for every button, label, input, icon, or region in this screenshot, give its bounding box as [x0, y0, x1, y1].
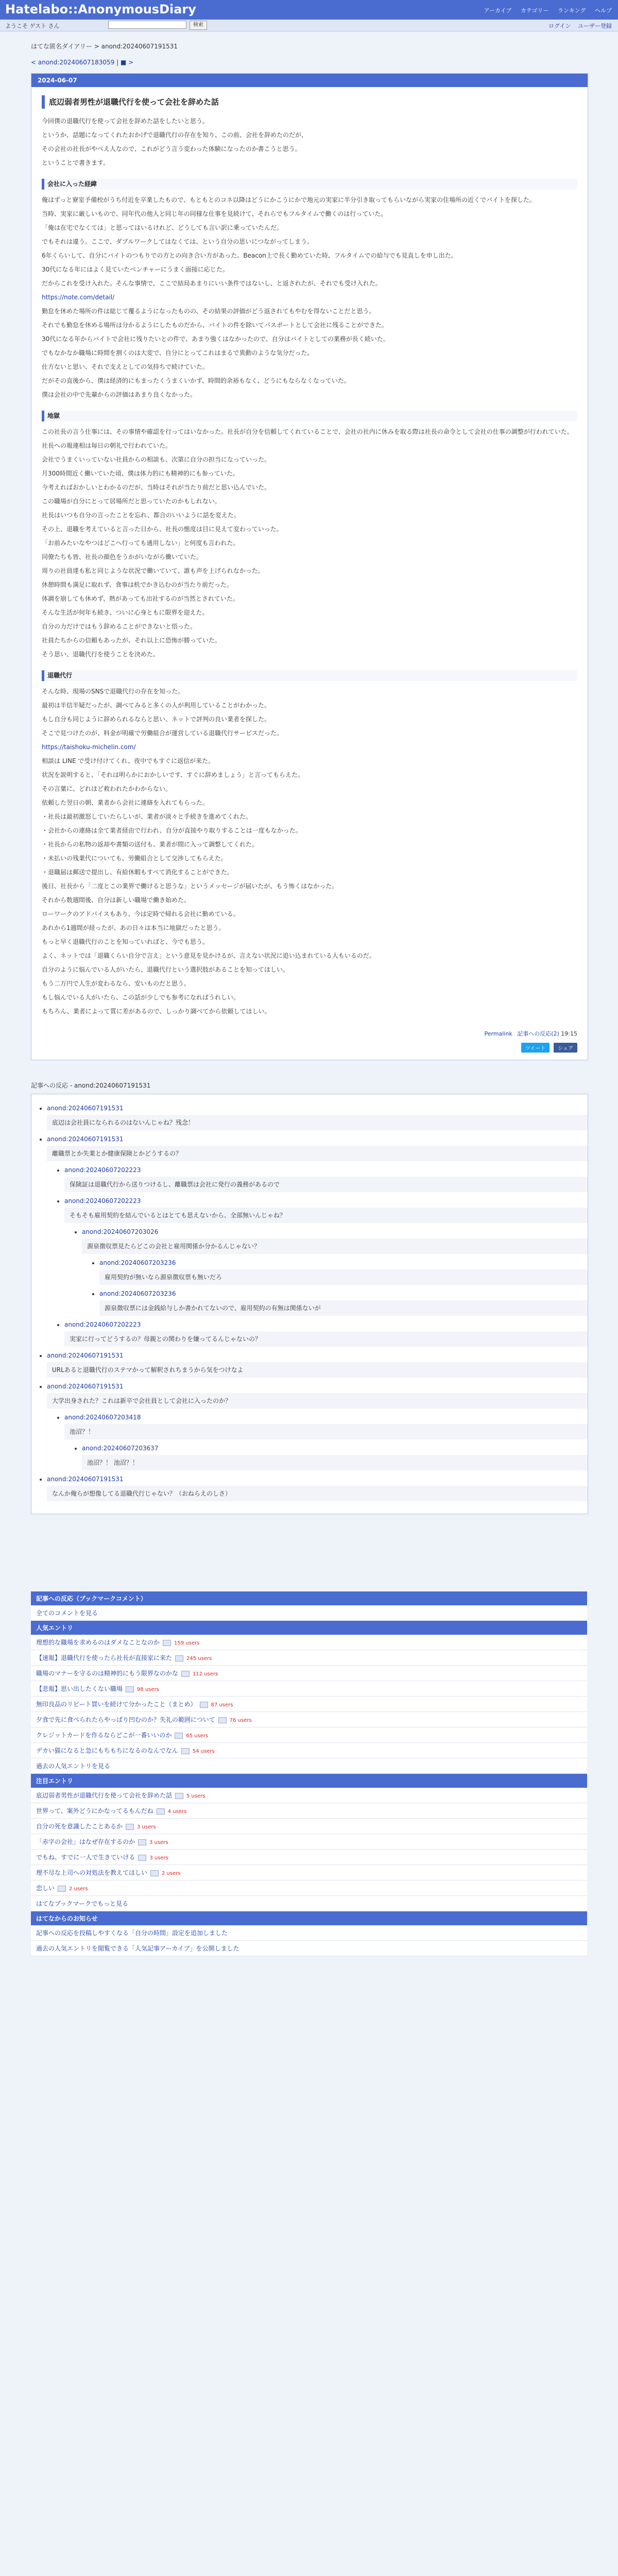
help-link[interactable]: ヘルプ	[595, 7, 612, 14]
reaction-link[interactable]: anond:20240607191531	[47, 1352, 124, 1360]
body-paragraph: あれから1週間が経ったが、あの日々は本当に地獄だったと思う。	[42, 924, 225, 932]
reaction-item	[99, 1289, 588, 1316]
body-paragraph: 勤怠を休めた場所の件は総じて覆るようになったものの、その結果の評価がどう返されてもやむを得ないことだと思う。	[42, 308, 375, 315]
reaction-link[interactable]: anond:20240607203236	[99, 1290, 176, 1298]
entry-intro	[42, 116, 577, 168]
section-heading: 地獄	[42, 411, 577, 421]
tweet-button[interactable]: ツイート	[521, 1043, 550, 1053]
notable-list	[31, 1788, 587, 1896]
body-paragraph: 自分のように悩んでいる人がいたら、退職代行という選択肢があることを知ってほしい。	[42, 966, 289, 974]
notable-heading: 注目エントリ	[31, 1774, 587, 1788]
notice-link[interactable]: 記事への反応を投稿しやすくなる「自分の時間」設定を追加しました	[36, 1929, 228, 1937]
entry-panel	[31, 73, 588, 1060]
reaction-text: 池沼？！	[64, 1424, 588, 1439]
body-paragraph: そう思い、退職代行を使うことを決めた。	[42, 651, 160, 658]
popular-title[interactable]: 理想的な職場を求めるのはダメなことなのか	[36, 1639, 160, 1647]
bookmark-count[interactable]: 159 users	[174, 1640, 200, 1647]
reaction-children	[82, 1258, 588, 1316]
body-paragraph: だがその直後から、僕は経済的にもまったくうまくいかず、時間的余裕もなく、どうにもならなくなっていた。	[42, 377, 350, 385]
bookmark-icon	[175, 1655, 183, 1662]
reaction-text: 池沼？！ 池沼？！	[82, 1455, 588, 1470]
body-paragraph: そんな時、現場のSNSで退職代行の存在を知った。	[42, 688, 184, 696]
bookmark-icon	[138, 1855, 146, 1861]
body-paragraph: 状況を説明すると、「それは明らかにおかしいです、すぐに辞めましょう」と言ってもらえた。	[42, 771, 304, 779]
external-link[interactable]: https://note.com/detail/	[42, 294, 115, 301]
bookmark-icon	[181, 1748, 190, 1754]
body-paragraph: 「俺は在宅でなくては」と思ってはいるけれど、どうしても言い訳に乗っていたんだ。	[42, 224, 283, 232]
intro-paragraph: 今回僕の退職代行を使って会社を辞めた話をしたいと思う。	[42, 117, 209, 125]
body-paragraph: 社長への報連相は毎日の朝礼で行われていた。	[42, 442, 172, 450]
reaction-link[interactable]: anond:20240607202223	[64, 1321, 141, 1329]
share-buttons	[31, 1043, 588, 1060]
popular-more[interactable]	[31, 1758, 587, 1774]
bookmark-count[interactable]: 98 users	[137, 1687, 159, 1693]
body-paragraph: この職場が自分にとって居場所だと思っていたのかもしれない。	[42, 498, 221, 505]
popular-title[interactable]: デカい猫になると急にもちもちになるのなんでなん	[36, 1747, 178, 1755]
body-paragraph: 休憩時間も満足に取れず、食事は机でかき込むのが当たり前だった。	[42, 581, 233, 589]
reaction-link[interactable]: anond:20240607202223	[64, 1166, 141, 1174]
next-entry-link[interactable]: ■ >	[121, 59, 134, 66]
popular-item[interactable]	[31, 1635, 587, 1650]
bookmark-count[interactable]: 4 users	[167, 1809, 187, 1815]
reaction-item	[47, 1382, 588, 1470]
bookmark-icon	[181, 1671, 190, 1677]
facebook-share-button[interactable]: シェア	[554, 1043, 577, 1053]
search-input[interactable]	[108, 21, 186, 29]
notable-title[interactable]: 自分の死を意識したことあるか	[36, 1823, 123, 1831]
popular-heading: 人気エントリ	[31, 1621, 587, 1635]
nav-separator: |	[116, 59, 119, 66]
body-paragraph: ・社長は最初激怒していたらしいが、業者が淡々と手続きを進めてくれた。	[42, 813, 252, 821]
body-paragraph: 会社でうまくいっていない社員からの相談も、次第に自分の担当になっていった。	[42, 456, 271, 464]
prev-entry-link[interactable]: < anond:20240607183059	[31, 59, 115, 66]
reaction-text: 雇用契約が無いなら源泉徴収票も無いだろ	[99, 1269, 588, 1285]
bookmark-count[interactable]: 112 users	[193, 1671, 218, 1677]
notable-item[interactable]	[31, 1819, 587, 1834]
body-paragraph: でもなかなか職場に時間を割くのは大変で、自分にとってこれはまるで異動のような気分だった。	[42, 349, 314, 357]
reaction-link[interactable]: anond:20240607191531	[47, 1476, 124, 1483]
popular-title[interactable]: 職場のマナーを守るのは精神的にもう限界なのかな	[36, 1670, 179, 1677]
body-paragraph: 仕方ないと思い、それで支えとしての気持ちで続けていた。	[42, 363, 209, 371]
reactions-heading: 記事への反応 - anond:20240607191531	[31, 1082, 151, 1090]
popular-title[interactable]: クレジットカードを作るならどこが一番いいのか	[36, 1732, 172, 1739]
reaction-link[interactable]: anond:20240607191531	[47, 1383, 124, 1391]
body-paragraph: もちろん、業者によって質に差があるので、しっかり調べてから依頼してほしい。	[42, 1008, 271, 1015]
body-paragraph: その言葉に、どれほど救われたかわからない。	[42, 785, 172, 793]
body-paragraph: ・会社からの連絡は全て業者経由で行われ、自分が直接やり取りすることは一度もなかった。	[42, 827, 302, 835]
body-paragraph: もし悩んでいる人がいたら、この話が少しでも参考になればうれしい。	[42, 994, 240, 1002]
reactions-panel	[31, 1094, 588, 1514]
reaction-item	[47, 1351, 588, 1378]
body-paragraph: でもそれは違う。ここで、ダブルワークしてはなくては、という自分の思いにつながってしまう。	[42, 238, 314, 246]
bookmark-count[interactable]: 2 users	[69, 1886, 88, 1892]
notable-item[interactable]	[31, 1850, 587, 1865]
body-paragraph: 自分の力だけではもう辞めることができないと悟った。	[42, 623, 197, 631]
notice-heading: はてなからのお知らせ	[31, 1911, 587, 1925]
body-paragraph: 社長はいつも自分の言ったことを忘れ、都合のいいように話を変えた。	[42, 512, 240, 519]
reaction-link[interactable]: anond:20240607191531	[47, 1105, 124, 1112]
notable-more-link[interactable]: はてなブックマークでもっと見る	[36, 1900, 129, 1908]
reaction-text: 底辺は会社員になられるのはないんじゃね？残念！	[47, 1115, 588, 1130]
bookmark-icon	[150, 1870, 159, 1876]
archive-link[interactable]: アーカイブ	[484, 7, 512, 14]
reaction-item	[64, 1196, 588, 1316]
reaction-text: 源泉徴収票見たらどこの会社と雇用関係か分かるんじゃない？	[82, 1239, 588, 1254]
body-paragraph: 6年くらいして、自分にバイトのつもりでの方との向き合い方があった。Beacon上で長く勤めていた時、フルタイムでの給与でも見直しを申し出た。	[42, 252, 457, 260]
reaction-item	[82, 1444, 588, 1470]
notice-item[interactable]	[31, 1941, 587, 1956]
popular-more-link[interactable]: 過去の人気エントリを見る	[36, 1762, 111, 1770]
body-paragraph: ・社長からの私物の返却や書類の送付も、業者が間に入って調整してくれた。	[42, 841, 259, 849]
body-paragraph: 当時、実家に厳しいもので、同年代の他人と同じ年の同様な仕事を見続けて、それらでもフルタイムで働くのは行っていた。	[42, 210, 387, 218]
body-paragraph: 社員たちからの信頼もあったが、それ以上に恐怖が勝っていた。	[42, 637, 221, 645]
popular-title[interactable]: 【悲報】思い出したくない職場	[36, 1685, 123, 1693]
body-paragraph: 月300時間近く働いていた頃、僕は体力的にも精神的にも参っていた。	[42, 470, 239, 478]
body-paragraph: 後日、社長から「二度とこの業界で働けると思うな」というメッセージが届いたが、もう怖くはなかった。	[42, 883, 338, 890]
popular-item[interactable]	[31, 1650, 587, 1666]
reaction-children	[47, 1413, 588, 1470]
reaction-item	[47, 1104, 588, 1130]
intro-paragraph: その会社の社長がやべえ人なので、これがどう言う変わった体験になったのか書こうと思う。	[42, 145, 301, 153]
reaction-children	[47, 1165, 588, 1347]
notice-list	[31, 1925, 587, 1956]
reaction-item	[64, 1413, 588, 1470]
bookmark-icon	[58, 1886, 66, 1892]
bookmark-icon	[175, 1793, 183, 1799]
reaction-text: 保険証は退職代行から送りつけるし、離職票は会社に発行の義務があるので	[64, 1177, 588, 1192]
notice-item[interactable]	[31, 1925, 587, 1941]
body-paragraph: 同僚たちも皆、社長の顔色をうかがいながら働いていた。	[42, 553, 203, 561]
bookmark-icon	[175, 1733, 183, 1739]
reaction-text: そもそも雇用契約を結んでいるとはとても思えないから、全部無いんじゃね？	[64, 1208, 588, 1223]
register-link[interactable]: ユーザー登録	[578, 23, 612, 29]
reaction-item	[99, 1258, 588, 1285]
reaction-tree	[31, 1104, 588, 1501]
body-paragraph: ローワークのアドバイスもあり、今は定時で帰れる会社に勤めている。	[42, 910, 239, 918]
popular-list	[31, 1635, 587, 1758]
auth-links	[543, 22, 612, 30]
bookmark-count[interactable]: 76 users	[229, 1718, 252, 1724]
reaction-item	[64, 1165, 588, 1192]
popular-title[interactable]: 【速報】退職代行を使ったら社長が直接家に来た	[36, 1654, 173, 1662]
reaction-link[interactable]: anond:20240607203026	[82, 1228, 159, 1236]
sidebar	[31, 1591, 587, 1956]
bookmark-count[interactable]: 3 users	[137, 1824, 156, 1831]
notable-title[interactable]: 世界って、案外どうにかなってるもんだね	[36, 1807, 153, 1815]
reaction-text: 離職票とか失業とか健康保険とかどうするの？	[47, 1146, 588, 1161]
permalink[interactable]: Permalink	[484, 1030, 512, 1038]
body-paragraph: 「お前みたいなやつはどこへ行っても通用しない」と何度も言われた。	[42, 539, 239, 547]
notable-title[interactable]: 底辺弱者男性が退職代行を使って会社を辞めた話	[36, 1792, 173, 1800]
top-bar	[0, 0, 618, 20]
entry-footer	[31, 1026, 588, 1043]
body-paragraph: この社長の言う仕事には、その事情や確認を行ってはいなかった。社長が自分を信頼してくれていることで、会社の社内に休みを取る際は社長の命令として会社の仕事の調整が行われていた。	[42, 428, 573, 436]
sub-bar	[0, 20, 618, 31]
bookmark-icon	[126, 1686, 134, 1692]
body-paragraph: 体調を崩しても休めず、熱があっても出社するのが当然とされていた。	[42, 595, 239, 603]
bookmark-count[interactable]: 65 users	[186, 1733, 209, 1739]
notice-link[interactable]: 過去の人気エントリを閲覧できる「人気記事アーカイブ」を公開しました	[36, 1945, 239, 1953]
bookmark-count[interactable]: 5 users	[186, 1793, 205, 1800]
reaction-link[interactable]: anond:20240607191531	[47, 1136, 124, 1143]
external-link[interactable]: https://taishoku-michelin.com/	[42, 743, 136, 751]
notable-title[interactable]: 「赤字の会社」はなぜ存在するのか	[36, 1838, 135, 1846]
popular-item[interactable]	[31, 1697, 587, 1712]
reaction-link[interactable]: anond:20240607203236	[99, 1259, 176, 1267]
notable-item[interactable]	[31, 1788, 587, 1803]
body-paragraph: 相談は LINE で受け付けてくれ、夜中でもすぐに返信が来た。	[42, 757, 215, 765]
reaction-text: なんか俺らが想像してる退職代行じゃない？（おねらえのしさ）	[47, 1486, 588, 1501]
notable-item[interactable]	[31, 1834, 587, 1850]
site-logo[interactable]: Hatelabo::AnonymousDiary	[5, 2, 196, 16]
bookmark-count[interactable]: 2 users	[162, 1871, 181, 1877]
popular-item[interactable]	[31, 1712, 587, 1727]
ranking-link[interactable]: ランキング	[557, 7, 586, 14]
body-paragraph: そこで見つけたのが、料金が明確で労働組合が運営している退職代行サービスだった。	[42, 730, 283, 737]
notable-more[interactable]	[31, 1896, 587, 1911]
reaction-item	[47, 1134, 588, 1347]
reaction-link[interactable]: anond:20240607203418	[64, 1414, 141, 1421]
comments-link[interactable]: 記事への反応(2)	[517, 1030, 559, 1038]
popular-item[interactable]	[31, 1727, 587, 1743]
popular-title[interactable]: 夕食で先に食べられたらやっぱり凹むのか？失礼の範囲について	[36, 1716, 215, 1724]
reaction-link[interactable]: anond:20240607202223	[64, 1197, 141, 1205]
bookmark-count[interactable]: 3 users	[149, 1855, 168, 1861]
entry-date: 2024-06-07	[31, 74, 588, 87]
intro-paragraph: ということで書きます。	[42, 159, 110, 167]
body-paragraph: ・退職届は郵送で提出し、有給休暇もすべて消化することができた。	[42, 869, 233, 876]
notable-item[interactable]	[31, 1803, 587, 1819]
intro-paragraph: というか、話題になってくれたおかげで退職代行の存在を知り、この前、会社を辞めたのだが、	[42, 131, 308, 139]
body-paragraph: 依頼した翌日の朝、業者から会社に連絡を入れてもらった。	[42, 799, 209, 807]
entry-title[interactable]: 底辺弱者男性が退職代行を使って会社を辞めた話	[42, 95, 577, 109]
notable-title[interactable]: 恋しい	[36, 1885, 55, 1892]
body-paragraph: もし自分も同じように辞められるならと思い、ネットで評判の良い業者を探した。	[42, 716, 271, 723]
bookmark-count[interactable]: 3 users	[149, 1840, 168, 1846]
entry-sections	[42, 179, 577, 1017]
body-paragraph: 僕は会社の中で先輩からの評価はあまり良くなかった。	[42, 391, 197, 399]
body-paragraph: もう二万円で人生が変わるなら、安いものだと思う。	[42, 980, 191, 988]
body-paragraph: その上、退職を考えていると言った日から、社長の態度は目に見えて変わっていった。	[42, 526, 283, 533]
body-paragraph: そんな生活が何年も続き、ついに心身ともに限界を迎えた。	[42, 609, 209, 617]
popular-item[interactable]	[31, 1681, 587, 1697]
reaction-children	[64, 1444, 588, 1470]
notable-title[interactable]: でもね、すでに一人で生きていける	[36, 1854, 135, 1861]
bookmark-count[interactable]: 54 users	[192, 1749, 215, 1755]
entry-body	[31, 87, 588, 1026]
bookmark-heading: 記事への反応（ブックマークコメント）	[31, 1591, 587, 1605]
bookmark-all-text[interactable]: 全てのコメントを見る	[36, 1609, 98, 1617]
welcome-text: ようこそ ゲスト さん	[5, 23, 60, 29]
top-links	[476, 6, 612, 14]
bookmark-icon	[163, 1640, 171, 1646]
reaction-text: URLあると退職代行のステマかって解釈されちまうから気をつけなよ	[47, 1362, 588, 1378]
notable-item[interactable]	[31, 1865, 587, 1880]
reaction-item	[82, 1227, 588, 1316]
entry-navigation	[31, 59, 618, 66]
bookmark-all-link[interactable]	[31, 1605, 587, 1621]
reaction-item	[47, 1475, 588, 1501]
bookmark-icon	[126, 1824, 134, 1830]
body-paragraph: よく、ネットでは「退職くらい自分で言え」という意見を見かけるが、言えない状況に追い込まれている人もいるのだ。	[42, 952, 375, 960]
body-paragraph: 周りの社員達も私と同じような状況で働いていて、誰も声を上げられなかった。	[42, 567, 264, 575]
bookmark-count[interactable]: 87 users	[211, 1702, 233, 1708]
popular-title[interactable]: 無印良品のリピート買いを続けて分かったこと（まとめ）	[36, 1701, 197, 1708]
body-paragraph: それから数週間後、自分は新しい職場で働き始めた。	[42, 896, 191, 904]
body-paragraph: だからこれを受け入れた。そんな事情で、ここで結局あまりにいい条件ではないし、と返されたが、それでも受け入れた。	[42, 280, 382, 287]
bookmark-icon	[218, 1717, 227, 1723]
search-button[interactable]: 検索	[190, 21, 207, 30]
body-paragraph: 30代になる年にはよく見ていたベンチャーにうまく面接に応じた。	[42, 266, 229, 274]
section-heading: 退職代行	[42, 670, 577, 681]
reaction-link[interactable]: anond:20240607203637	[82, 1445, 159, 1452]
body-paragraph: 30代になる年からバイトで会社に残りたいとの件で、あまり強くはなかったので、自分はバイトとしての業務が長く続いた。	[42, 335, 389, 343]
section-heading: 会社に入った経緯	[42, 179, 577, 190]
bookmark-icon	[157, 1808, 165, 1815]
bookmark-icon	[200, 1702, 208, 1708]
reaction-text: 源泉徴収票には金銭給与しか書かれてないので、雇用契約の有無は関係ないが	[99, 1300, 588, 1316]
popular-item[interactable]	[31, 1666, 587, 1681]
reaction-children	[64, 1227, 588, 1316]
reaction-text: 大学出身された？これは新卒で会社員として会社に入ったのか？	[47, 1393, 588, 1409]
reaction-item	[64, 1320, 588, 1347]
notable-item[interactable]	[31, 1880, 587, 1896]
body-paragraph: 俺はずっと寮室予備校がうち付近を卒業したもので、もともとのコネ以降はどうにかこうにかで地元の実家に半分引き取ってもらいながら実家の住場所の近くでバイトを探した。	[42, 196, 536, 204]
body-paragraph: もっと早く退職代行のことを知っていればと、今でも思う。	[42, 938, 209, 946]
bookmark-icon	[138, 1839, 146, 1845]
category-link[interactable]: カテゴリー	[520, 7, 549, 14]
body-paragraph: ・未払いの残業代についても、労働組合として交渉してもらえた。	[42, 855, 227, 862]
login-link[interactable]: ログイン	[548, 23, 571, 29]
notable-title[interactable]: 理不尽な上司への対処法を教えてほしい	[36, 1869, 148, 1877]
popular-item[interactable]	[31, 1743, 587, 1758]
bookmark-count[interactable]: 245 users	[186, 1656, 212, 1662]
breadcrumb[interactable]: はてな匿名ダイアリー > anond:20240607191531	[31, 43, 178, 50]
body-paragraph: 今考えればおかしいとわかるのだが、当時はそれが当たり前だと思い込んでいた。	[42, 484, 271, 492]
body-paragraph: それでも勤怠を休める場所は分かるようにしたものだから、バイトの件を除いてパスポートとして会社に残ることができた。	[42, 321, 388, 329]
reaction-text: 実家に行ってどうするの？母親との関わりを嫌ってるんじゃないの？	[64, 1331, 588, 1347]
entry-time: 19:15	[561, 1030, 577, 1038]
body-paragraph: 最初は半信半疑だったが、調べてみると多くの人が利用していることがわかった。	[42, 702, 271, 709]
